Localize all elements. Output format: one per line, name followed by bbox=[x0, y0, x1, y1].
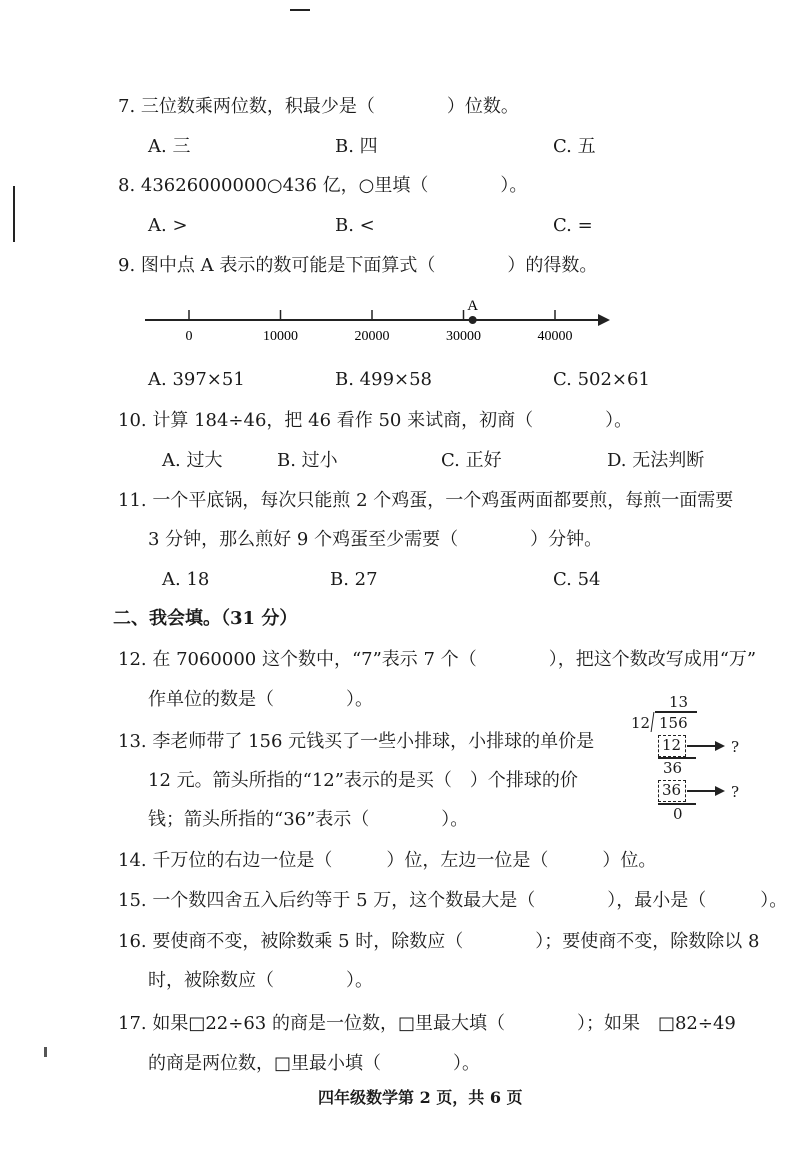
arrow-2 bbox=[687, 785, 727, 797]
q7-stem: 7. 三位数乘两位数，积最少是（ ）位数。 bbox=[118, 96, 519, 117]
division-divisor: 12 bbox=[631, 714, 651, 732]
number-line bbox=[0, 298, 794, 358]
division-remainder1: 36 bbox=[663, 759, 683, 777]
tick-label-0: 0 bbox=[185, 329, 193, 344]
point-a bbox=[469, 316, 477, 324]
q10-option-a: A. 过大 bbox=[162, 450, 223, 471]
scan-mark-left bbox=[13, 186, 15, 242]
q8-option-a: A. > bbox=[148, 215, 188, 236]
q9-option-a: A. 397×51 bbox=[148, 369, 245, 390]
q7-option-a: A. 三 bbox=[148, 136, 191, 157]
q11-line2: 3 分钟，那么煎好 9 个鸡蛋至少需要（ ）分钟。 bbox=[148, 529, 603, 550]
q10-stem: 10. 计算 184÷46，把 46 看作 50 来试商，初商（ ）。 bbox=[118, 410, 633, 431]
q11-option-c: C. 54 bbox=[553, 569, 601, 590]
point-a-label: A bbox=[467, 298, 479, 314]
q7-option-b: B. 四 bbox=[335, 136, 378, 157]
q7-option-c: C. 五 bbox=[553, 136, 596, 157]
division-dividend: 156 bbox=[659, 714, 688, 732]
q13-line3: 钱；箭头所指的“36”表示（ ）。 bbox=[148, 809, 469, 830]
division-step1: 12 bbox=[662, 736, 682, 754]
q11-option-b: B. 27 bbox=[330, 569, 378, 590]
division-quotient: 13 bbox=[669, 693, 689, 711]
scan-mark-top bbox=[290, 9, 310, 11]
arrow-2-label: ? bbox=[731, 783, 740, 801]
q8-stem: 8. 43626000000○436 亿，○里填（ ）。 bbox=[118, 175, 528, 196]
tick-label-20000: 20000 bbox=[354, 329, 390, 344]
q9-option-b: B. 499×58 bbox=[335, 369, 433, 390]
arrow-1 bbox=[687, 740, 727, 752]
q16-line1: 16. 要使商不变，被除数乘 5 时，除数应（ ）；要使商不变，除数除以 8 bbox=[118, 931, 760, 952]
q17-line2: 的商是两位数，□里最小填（ ）。 bbox=[148, 1053, 481, 1074]
q12-line2: 作单位的数是（ ）。 bbox=[148, 689, 373, 710]
q10-option-b: B. 过小 bbox=[277, 450, 338, 471]
q12-line1: 12. 在 7060000 这个数中，“7”表示 7 个（ ），把这个数改写成用“万” bbox=[118, 649, 757, 670]
q16-line2: 时，被除数应（ ）。 bbox=[148, 970, 373, 991]
q8-option-b: B. < bbox=[335, 215, 375, 236]
number-line-arrowhead bbox=[598, 314, 610, 326]
q8-option-c: C. = bbox=[553, 215, 593, 236]
q14: 14. 千万位的右边一位是（ ）位，左边一位是（ ）位。 bbox=[118, 850, 657, 871]
long-division bbox=[625, 690, 755, 830]
division-step2: 36 bbox=[662, 781, 682, 799]
q9-option-c: C. 502×61 bbox=[553, 369, 650, 390]
q13-line2: 12 元。箭头所指的“12”表示的是买（ ）个排球的价 bbox=[148, 770, 578, 791]
q17-line1: 17. 如果□22÷63 的商是一位数，□里最大填（ ）；如果 □82÷49 bbox=[118, 1013, 736, 1034]
division-final: 0 bbox=[673, 805, 683, 823]
q13-line1: 13. 李老师带了 156 元钱买了一些小排球，小排球的单价是 bbox=[118, 731, 595, 752]
q11-option-a: A. 18 bbox=[162, 569, 210, 590]
q10-option-c: C. 正好 bbox=[441, 450, 502, 471]
section-2-heading: 二、我会填。（31 分） bbox=[113, 608, 298, 629]
q15: 15. 一个数四舍五入后约等于 5 万，这个数最大是（ ），最小是（ ）。 bbox=[118, 890, 788, 911]
arrow-1-label: ? bbox=[731, 738, 740, 756]
q10-option-d: D. 无法判断 bbox=[607, 450, 705, 471]
tick-label-40000: 40000 bbox=[537, 329, 573, 344]
tick-label-30000: 30000 bbox=[446, 329, 481, 344]
q9-stem: 9. 图中点 A 表示的数可能是下面算式（ ）的得数。 bbox=[118, 255, 598, 276]
page-footer: 四年级数学第 2 页，共 6 页 bbox=[318, 1088, 523, 1107]
q11-line1: 11. 一个平底锅，每次只能煎 2 个鸡蛋，一个鸡蛋两面都要煎，每煎一面需要 bbox=[118, 490, 734, 511]
scan-mark-margin bbox=[44, 1047, 47, 1057]
tick-label-10000: 10000 bbox=[263, 329, 298, 344]
